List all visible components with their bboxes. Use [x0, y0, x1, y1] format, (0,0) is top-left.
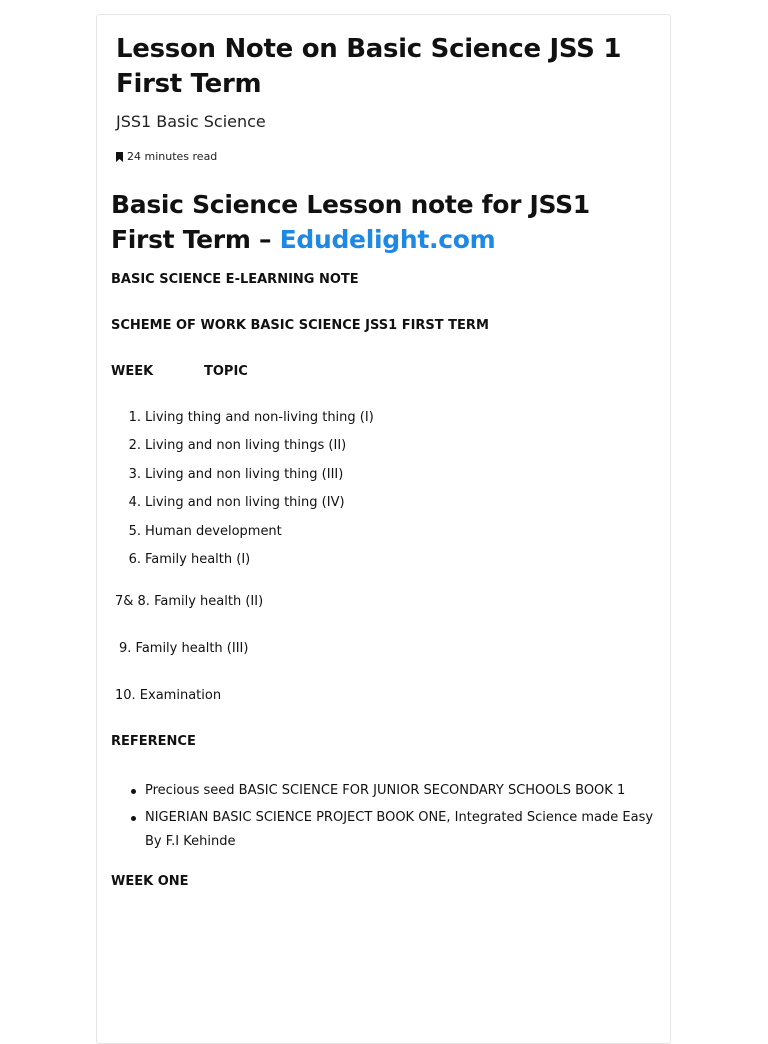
topic-10: 10. Examination [115, 688, 222, 703]
list-item-text: Living and non living thing (IV) [145, 495, 345, 511]
list-item [111, 436, 374, 464]
article-heading-text: Basic Science Lesson note for JSS1 First Term – [111, 190, 590, 254]
list-item-number: 1. [128, 410, 141, 425]
reference-heading: REFERENCE [111, 734, 196, 749]
list-item-number: 4. [128, 495, 141, 511]
page-title: Lesson Note on Basic Science JSS 1 First Term [116, 34, 622, 99]
list-item-number: 2. [128, 438, 141, 454]
article-heading [111, 187, 656, 257]
list-item-text: Living thing and non-living thing (I) [145, 410, 374, 425]
reference-item [111, 806, 656, 854]
topic-column-label: TOPIC [204, 364, 248, 379]
topic-7-8: 7& 8. Family health (II) [115, 594, 264, 609]
list-item [111, 493, 374, 521]
list-item-text: Living and non living things (II) [145, 438, 347, 454]
read-time [116, 149, 217, 165]
list-item-text: Human development [145, 523, 282, 539]
list-item-text: Family health (I) [145, 551, 251, 567]
list-item [111, 465, 374, 493]
week-column-label: WEEK [111, 364, 154, 379]
elearning-note-heading: BASIC SCIENCE E-LEARNING NOTE [111, 272, 359, 287]
reference-text: NIGERIAN BASIC SCIENCE PROJECT BOOK ONE, Integrated Science made Easy By F.I Kehinde [145, 810, 654, 849]
week-topic-header [111, 363, 248, 381]
bookmark-icon [116, 152, 123, 162]
list-item [111, 550, 374, 578]
list-item-number: 3. [128, 466, 141, 482]
scheme-of-work-heading: SCHEME OF WORK BASIC SCIENCE JSS1 FIRST TERM [111, 318, 489, 333]
topic-9: 9. Family health (III) [119, 641, 249, 656]
list-item-number: 6. [128, 551, 141, 567]
reference-text: Precious seed BASIC SCIENCE FOR JUNIOR SECONDARY SCHOOLS BOOK 1 [145, 783, 626, 798]
post-category[interactable]: JSS1 Basic Science [116, 112, 266, 131]
read-time-label: 24 minutes read [127, 150, 218, 163]
bullet-icon [131, 789, 136, 794]
list-item-number: 5. [128, 523, 141, 539]
list-item [111, 522, 374, 550]
reference-item [111, 779, 656, 803]
week-one-heading: WEEK ONE [111, 874, 189, 889]
bullet-icon [131, 816, 136, 821]
list-item-text: Living and non living thing (III) [145, 466, 344, 482]
site-link[interactable]: Edudelight.com [279, 225, 496, 254]
topic-list [111, 408, 374, 578]
list-item [111, 408, 374, 436]
reference-list [111, 779, 656, 857]
